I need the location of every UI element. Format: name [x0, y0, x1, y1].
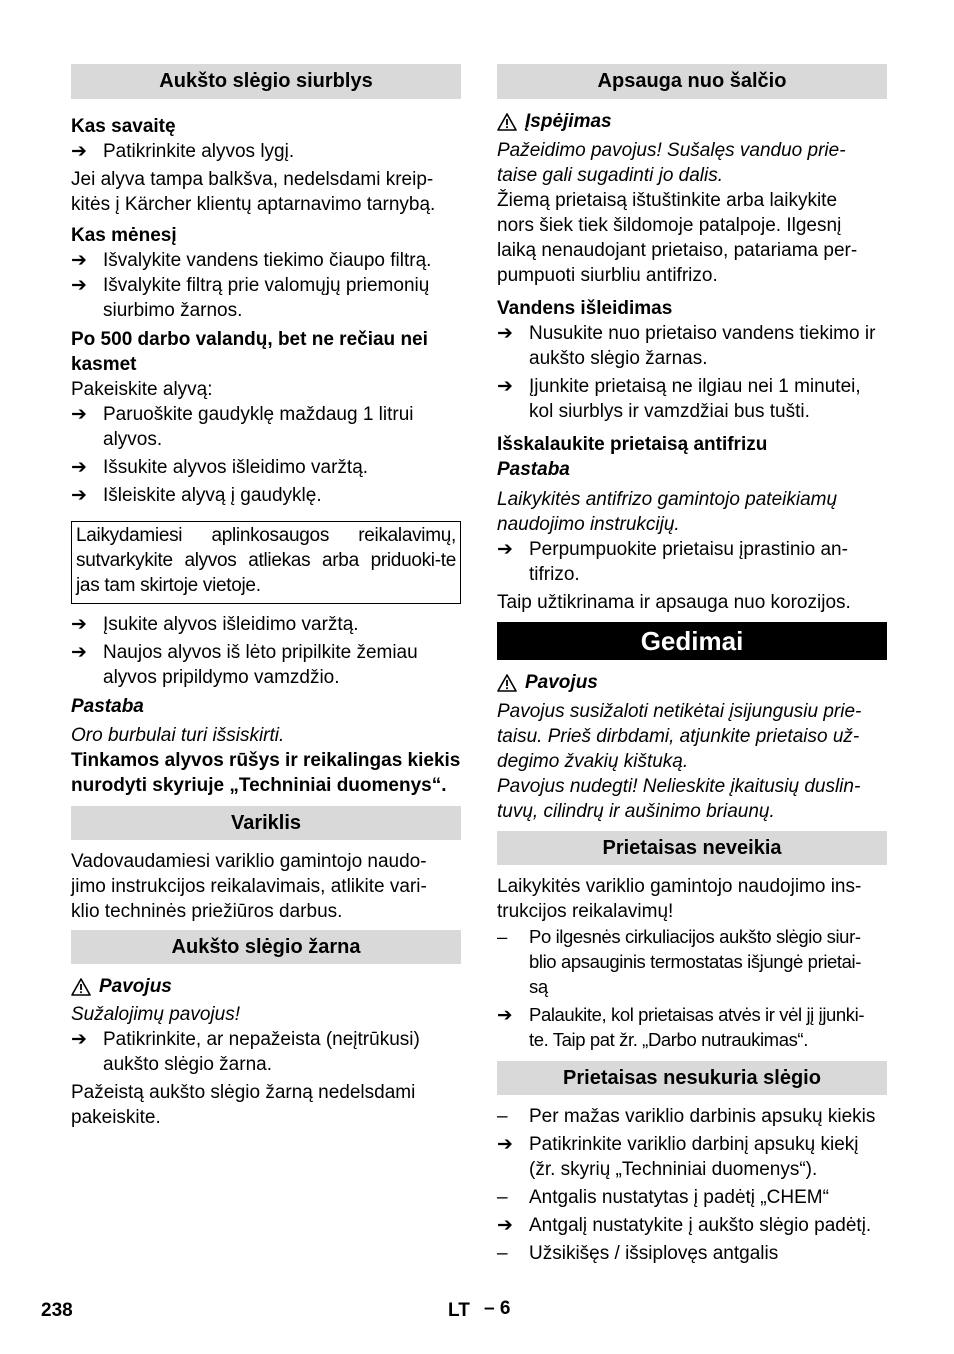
- not-running-text: Laikykitės variklio gamintojo naudojimo ins- trukcijos reikalavimų!: [497, 876, 862, 922]
- list-item-action: ➔ Antgalį nustatykite į aukšto slėgio padėtį.: [497, 1215, 872, 1236]
- list-item: ➔ Naujos alyvos iš lėto pripilkite žemiau alyvos pripildymo vamzdžio.: [71, 642, 418, 688]
- sub-page-number: – 6: [484, 1298, 511, 1319]
- arrow-right-icon: ➔: [497, 323, 513, 344]
- note-label: Pastaba: [71, 696, 144, 717]
- list-item: ➔ Patikrinkite alyvos lygį.: [71, 141, 295, 162]
- arrow-right-icon: ➔: [71, 275, 87, 296]
- right-column: [497, 64, 887, 1266]
- warning-triangle-icon: [497, 113, 517, 131]
- list-item: ➔ Išvalykite vandens tiekimo čiaupo filtrą.: [71, 250, 432, 271]
- engine-text: Vadovaudamiesi variklio gamintojo naudo- jimo instrukcijos reikalavimais, atlikite vari- klio techninės priežiūros darbus.: [71, 851, 427, 922]
- section-title-pump: Aukšto slėgio siurblys: [71, 64, 461, 99]
- note-text: Laikykitės antifrizo gamintojo pateikiamų naudojimo instrukcijų.: [497, 489, 838, 535]
- list-item: ➔ Nusukite nuo prietaiso vandens tiekimo ir aukšto slėgio žarnas.: [497, 323, 876, 369]
- list-item-cause: – Per mažas variklio darbinis apsukų kiekis: [497, 1106, 876, 1127]
- arrow-right-icon: ➔: [71, 457, 87, 478]
- arrow-right-icon: ➔: [497, 539, 513, 560]
- arrow-right-icon: ➔: [497, 1215, 513, 1236]
- dash-marker: –: [497, 1243, 508, 1264]
- section-title-not-running: Prietaisas neveikia: [497, 831, 887, 865]
- page-number: 238: [41, 1300, 73, 1321]
- list-item: ➔ Paruoškite gaudyklę maždaug 1 litrui alyvos.: [71, 404, 414, 450]
- note-label: Pastaba: [497, 459, 570, 480]
- dash-marker: –: [497, 1187, 508, 1208]
- list-item-cause: – Po ilgesnės cirkuliacijos aukšto slėgio siur- blio apsauginis termostatas išjungė prietai- są: [497, 926, 862, 997]
- heading-weekly: Kas savaitę: [71, 116, 176, 137]
- dash-marker: –: [497, 1106, 508, 1127]
- section-title-faults: Gedimai: [497, 622, 887, 660]
- arrow-right-icon: ➔: [71, 250, 87, 271]
- environment-note-box: Laikydamiesi aplinkosaugos reikalavimų, sutvarkykite alyvos atliekas arba priduoki-te jas tam skirtoje vietoje.: [71, 521, 461, 604]
- arrow-right-icon: ➔: [71, 1029, 87, 1050]
- hose-note: Pažeistą aukšto slėgio žarną nedelsdami pakeiskite.: [71, 1082, 416, 1128]
- section-title-engine: Variklis: [71, 806, 461, 840]
- section-title-frost: Apsauga nuo šalčio: [497, 64, 887, 99]
- list-item: ➔ Išvalykite filtrą prie valomųjų priemonių siurbimo žarnos.: [71, 275, 430, 321]
- list-item: ➔ Išsukite alyvos išleidimo varžtą.: [71, 457, 369, 478]
- arrow-right-icon: ➔: [71, 642, 87, 663]
- arrow-right-icon: ➔: [497, 1134, 513, 1155]
- heading-monthly: Kas mėnesį: [71, 225, 177, 246]
- list-item: ➔ Patikrinkite, ar nepažeista (neįtrūkusi) aukšto slėgio žarna.: [71, 1029, 420, 1075]
- arrow-right-icon: ➔: [71, 141, 87, 162]
- list-item-action: ➔ Patikrinkite variklio darbinį apsukų kiekį (žr. skyrių „Techniniai duomenys“).: [497, 1134, 859, 1180]
- arrow-right-icon: ➔: [497, 1004, 513, 1025]
- list-item: ➔ Įjunkite prietaisą ne ilgiau nei 1 minutei, kol siurblys ir vamzdžiai bus tušti.: [497, 376, 861, 422]
- danger-heading: Pavojus: [497, 670, 887, 695]
- arrow-right-icon: ➔: [497, 376, 513, 397]
- arrow-right-icon: ➔: [71, 614, 87, 635]
- list-item-cause: – Užsikišęs / išsiplovęs antgalis: [497, 1243, 779, 1264]
- danger-text: Sužalojimų pavojus!: [71, 1004, 240, 1025]
- heading-antifreeze: Išskalaukite prietaisą antifrizu: [497, 434, 768, 455]
- danger-heading: Pavojus: [71, 974, 461, 999]
- warning-heading: Įspėjimas: [497, 109, 887, 134]
- dash-marker: –: [497, 926, 507, 947]
- arrow-right-icon: ➔: [71, 404, 87, 425]
- left-column: [71, 64, 461, 1130]
- list-item-cause: – Antgalis nustatytas į padėtį „CHEM“: [497, 1187, 829, 1208]
- warning-text: Pažeidimo pavojus! Sušalęs vanduo prie- taise gali sugadinti jo dalis.: [497, 140, 846, 186]
- list-item: ➔ Perpumpuokite prietaisu įprastinio an-tifrizo.: [497, 539, 848, 585]
- arrow-right-icon: ➔: [71, 485, 87, 506]
- list-item: ➔ Įsukite alyvos išleidimo varžtą.: [71, 614, 359, 635]
- note-text: Oro burbulai turi išsiskirti.: [71, 725, 285, 746]
- section-title-no-pressure: Prietaisas nesukuria slėgio: [497, 1061, 887, 1095]
- winter-text: Žiemą prietaisą ištuštinkite arba laikykite nors šiek tiek šildomoje patalpoje. Ilgesnį laiką nenaudojant prietaiso, patariama per- pumpuoti siurbliu antifrizo.: [497, 190, 858, 286]
- weekly-note: Jei alyva tampa balkšva, nedelsdami kreip- kitės į Kärcher klientų aptarnavimo tarnybą.: [71, 169, 436, 215]
- danger-text: Pavojus susižaloti netikėtai įsijungusiu prie- taisu. Prieš dirbdami, atjunkite prietaiso už- degimo žvakių kištuką. Pavojus nudegti! Nelieskite įkaitusių duslin- tuvų, cilindrų ir aušinimo briaunų.: [497, 701, 862, 822]
- section-title-hose: Aukšto slėgio žarna: [71, 930, 461, 964]
- warning-triangle-icon: [497, 674, 517, 692]
- warning-triangle-icon: [71, 978, 91, 996]
- corrosion-text: Taip užtikrinama ir apsauga nuo korozijos.: [497, 592, 851, 613]
- list-item-action: ➔ Palaukite, kol prietaisas atvės ir vėl jį įjunki- te. Taip pat žr. „Darbo nutraukimas“.: [497, 1004, 865, 1050]
- oil-types-note: Tinkamos alyvos rūšys ir reikalingas kiekis nurodyti skyriuje „Techniniai duomenys“.: [71, 750, 461, 796]
- heading-500-hours: Po 500 darbo valandų, bet ne rečiau nei kasmet: [71, 329, 428, 375]
- heading-drain: Vandens išleidimas: [497, 298, 673, 319]
- hours-intro: Pakeiskite alyvą:: [71, 379, 213, 400]
- language-code: LT: [448, 1300, 470, 1321]
- list-item: ➔ Išleiskite alyvą į gaudyklę.: [71, 485, 322, 506]
